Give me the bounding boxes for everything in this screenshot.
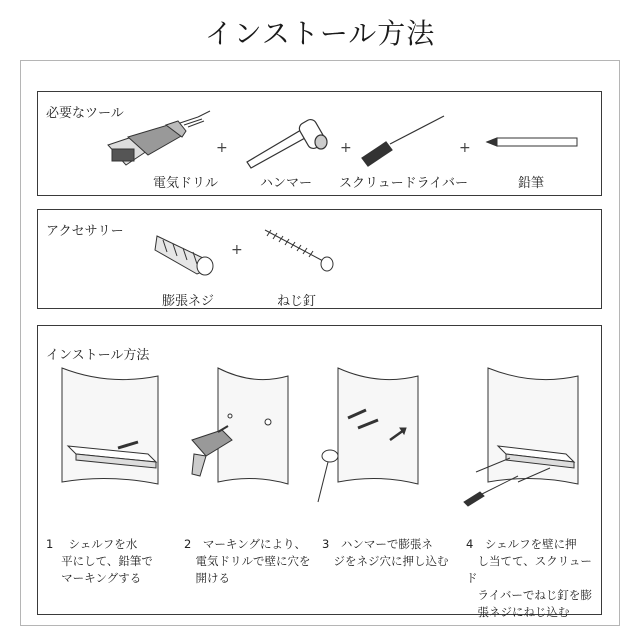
accessories-box bbox=[37, 209, 602, 309]
tool-label-drill: 電気ドリル bbox=[153, 176, 219, 191]
plus-sign: + bbox=[340, 140, 352, 156]
drill-icon bbox=[98, 107, 213, 172]
accessory-label-anchor: 膨張ネジ bbox=[162, 294, 215, 309]
step-2-text: 2 マーキングにより、 電気ドリルで壁に穴を 開ける bbox=[184, 537, 311, 585]
step-1-text: 1 シェルフを水 平にして、鉛筆で マーキングする bbox=[46, 537, 153, 585]
hammer-icon bbox=[243, 112, 333, 172]
step3-illustration bbox=[308, 366, 428, 506]
plus-sign: + bbox=[459, 140, 471, 156]
tools-box bbox=[37, 91, 602, 196]
page-title: インストール方法 bbox=[204, 17, 436, 50]
screwdriver-icon bbox=[358, 112, 448, 167]
tools-title: 必要なツール bbox=[46, 106, 124, 121]
plus-sign: + bbox=[231, 242, 243, 258]
accessory-label-screw: ねじ釘 bbox=[277, 294, 317, 309]
step4-illustration bbox=[458, 366, 588, 506]
expansion-anchor-icon bbox=[153, 230, 223, 280]
accessories-title: アクセサリー bbox=[46, 224, 124, 239]
screw-icon bbox=[263, 228, 338, 273]
tool-label-screwdriver: スクリュードライバー bbox=[339, 176, 468, 191]
step-3-text: 3 ハンマーで膨張ネ ジをネジ穴に押し込む bbox=[322, 537, 449, 568]
step2-illustration bbox=[188, 366, 298, 491]
step-4-text: 4 シェルフを壁に押 し当てて、スクリュード ライバーでねじ釘を膨 張ネジにねじ込む bbox=[466, 537, 592, 619]
pencil-icon bbox=[483, 132, 583, 152]
step1-illustration bbox=[58, 366, 168, 486]
plus-sign: + bbox=[216, 140, 228, 156]
outer-frame bbox=[20, 60, 620, 626]
install-title: インストール方法 bbox=[46, 348, 150, 363]
install-box bbox=[37, 325, 602, 619]
tool-label-pencil: 鉛筆 bbox=[518, 176, 545, 191]
tool-label-hammer: ハンマー bbox=[260, 176, 313, 191]
